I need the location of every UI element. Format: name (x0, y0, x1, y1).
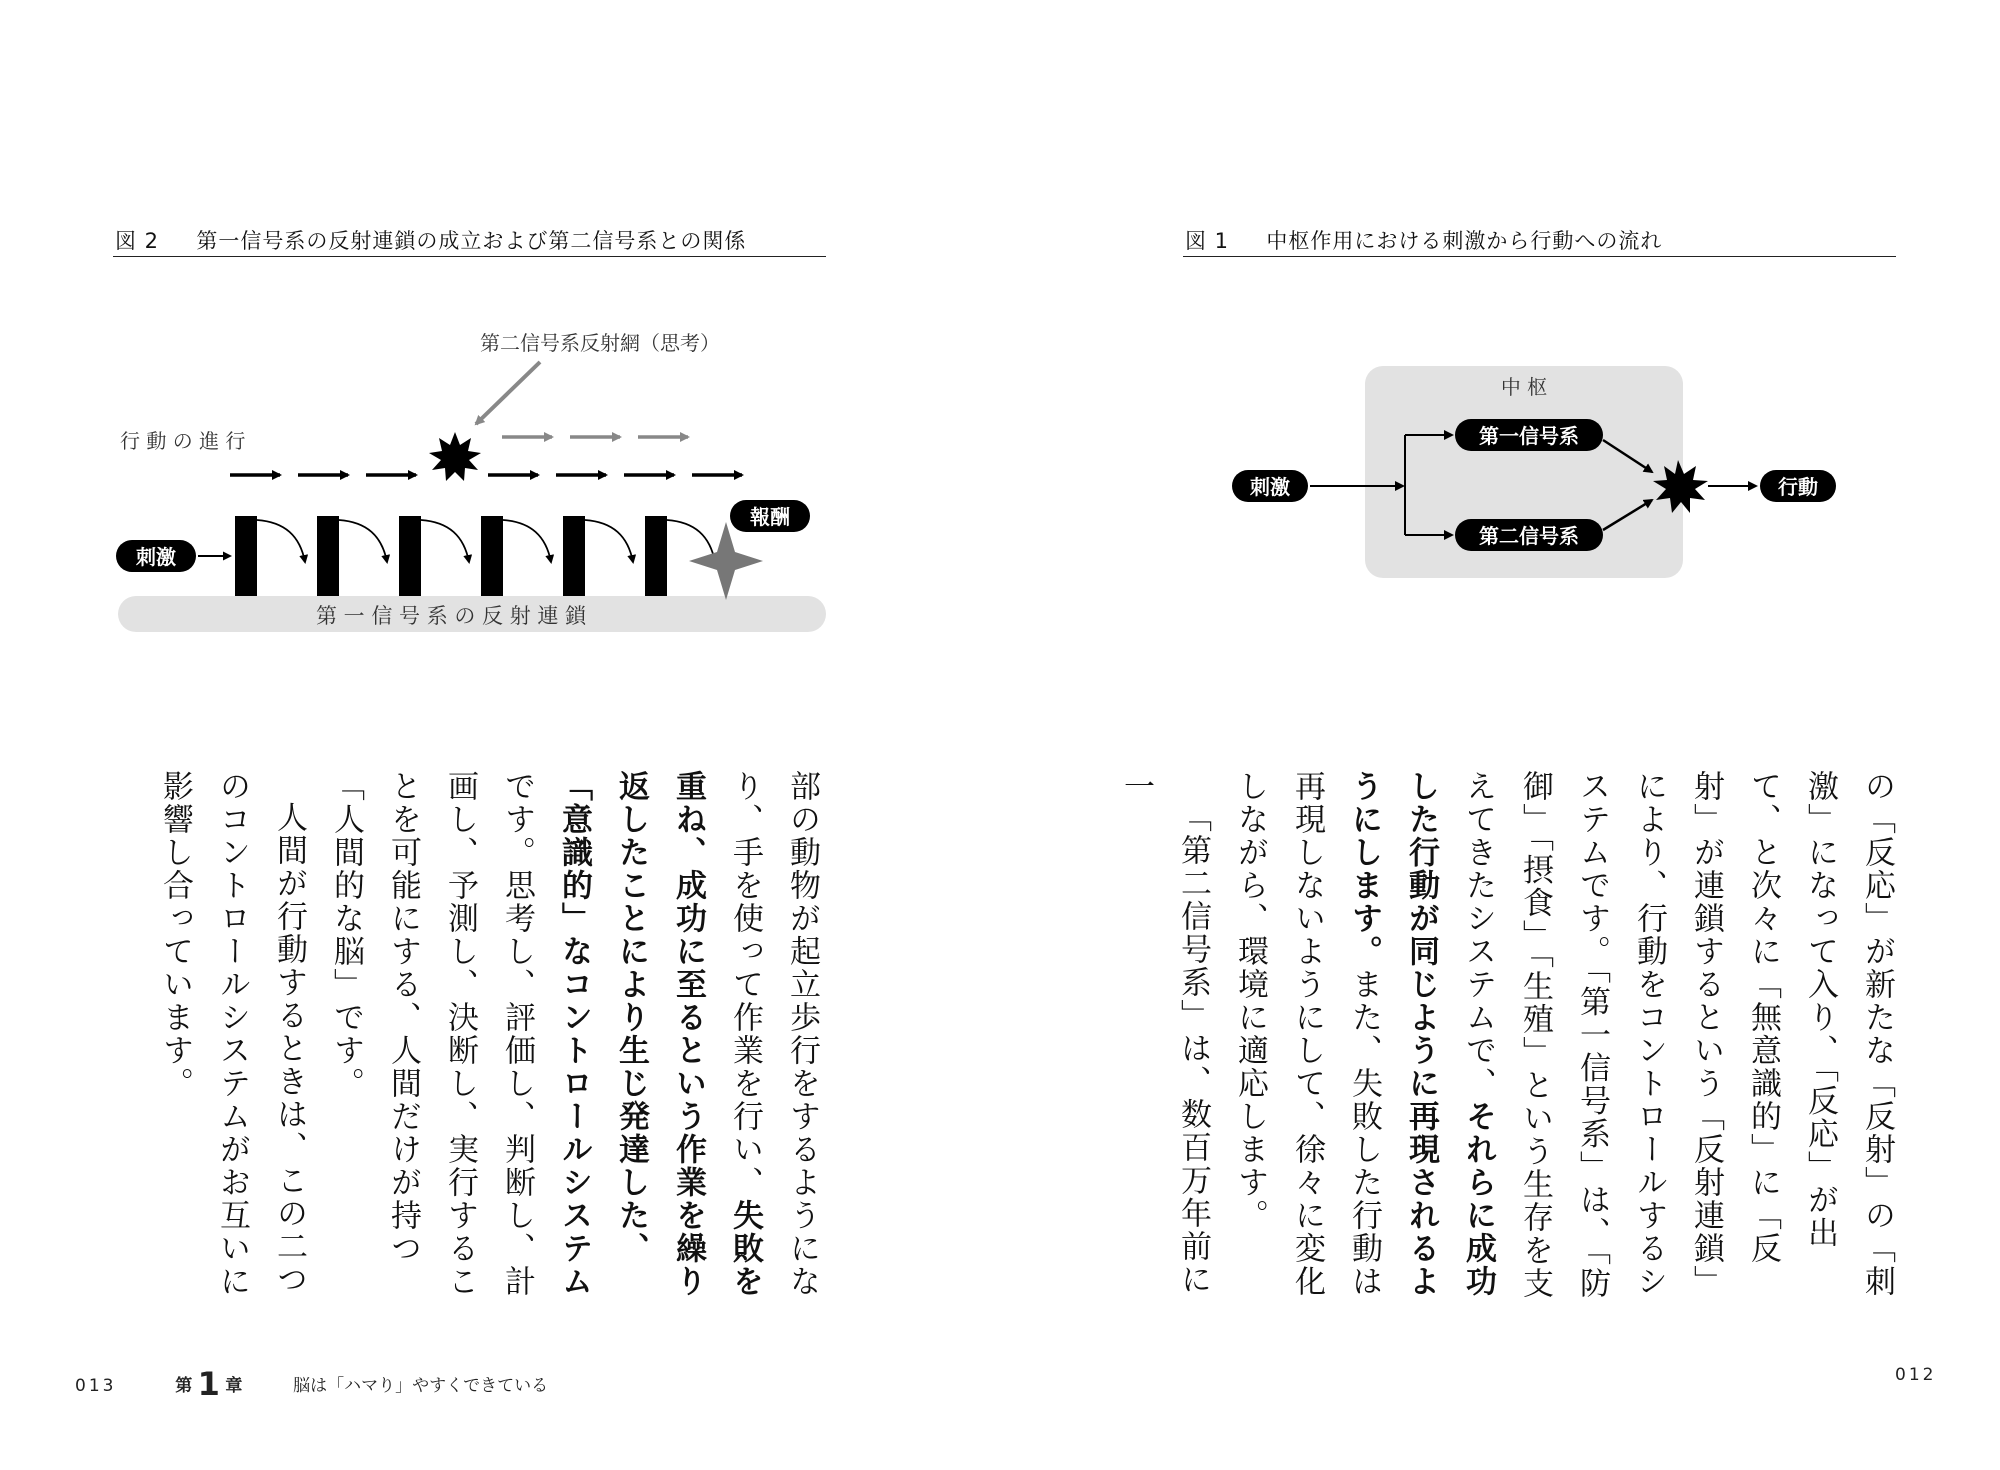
right-text-run-1: の「反応」が新たな「反射」の「刺激」になって入り、「反応」が出て、と次々に「無意識的」に「反射」が連鎖するという「反射連鎖」により、行動をコントロールするシステムです。「第一信号系」は、「防御」「摂食」「生殖」という生存を支えてきたシステムで、 (1460, 770, 1895, 1300)
right-text-run-3: また、失敗した行動は再現しないようにして、徐々に変化しながら、環境に適応します。 (1232, 770, 1382, 1298)
chapter-suffix: 章 (225, 1376, 243, 1396)
left-text-run-3: です。思考し、評価し、判断し、計画し、予測し、決断し、実行することを可能にする、人間だけが持つ「人間的な脳」です。 (328, 770, 535, 1298)
action-label: 行動 (1778, 475, 1818, 499)
starburst-icon (429, 432, 481, 481)
figure-2-diagram (100, 300, 840, 640)
first-system-label: 第一信号系 (1479, 424, 1579, 448)
left-paragraph-1 (317, 770, 830, 1300)
stimulus-label: 刺激 (136, 545, 176, 569)
right-paragraph-1 (1221, 770, 1905, 1300)
figure-1-caption (1185, 225, 1662, 255)
left-text-run-1: 部の動物が起立歩行をするようになり、手を使って作業を行い、 (727, 770, 820, 1298)
figure-2-title: 第一信号系の反射連鎖の成立および第二信号系との関係 (196, 229, 747, 253)
right-paragraph-2: 「第二信号系」は、数百万年前に一 (1118, 770, 1211, 1296)
left-page-number: 013 (75, 1376, 117, 1396)
reward-label: 報酬 (750, 505, 790, 529)
left-body-text (146, 770, 830, 1300)
second-system-label: 第二信号系 (1479, 524, 1579, 548)
left-footer (75, 1365, 548, 1403)
left-paragraph-2: 人間が行動するときは、この二つのコントロールシステムがお互いに影響し合っています。 (157, 770, 307, 1298)
figure-1-rule (1183, 256, 1896, 257)
figure-2-caption (115, 225, 746, 255)
chapter-title: 脳は「ハマり」やすくできている (293, 1376, 549, 1396)
thought-pointer-arrow (476, 362, 540, 424)
progress-label: 行 動 の 進 行 (120, 429, 246, 453)
left-text-run-2-bold: 失敗を重ね、成功に至るという作業を繰り返したことにより生じ発達した、「意識的」なコントロールシステム (556, 770, 763, 1298)
stimulus-label: 刺激 (1250, 475, 1290, 499)
figure-2-rule (113, 256, 826, 257)
center-label: 中 枢 (1500, 375, 1548, 399)
right-body-text (1107, 770, 1905, 1300)
reflex-bars (235, 516, 667, 596)
figure-1-title: 中枢作用における刺激から行動への流れ (1266, 229, 1663, 253)
figure-1-number: 図 1 (1185, 229, 1230, 253)
reflex-chain-label: 第 一 信 号 系 の 反 射 連 鎖 (316, 604, 587, 628)
chapter-prefix: 第 (175, 1376, 193, 1396)
figure-2-number: 図 2 (115, 229, 160, 253)
right-text-run-2-bold: それらに成功した行動が同じように再現されるようにします。 (1346, 770, 1496, 1298)
thought-network-label: 第二信号系反射網（思考） (480, 331, 720, 355)
chapter-number: 1 (197, 1365, 220, 1403)
right-page-number: 012 (1895, 1365, 1937, 1385)
figure-1-diagram (1220, 360, 1860, 590)
